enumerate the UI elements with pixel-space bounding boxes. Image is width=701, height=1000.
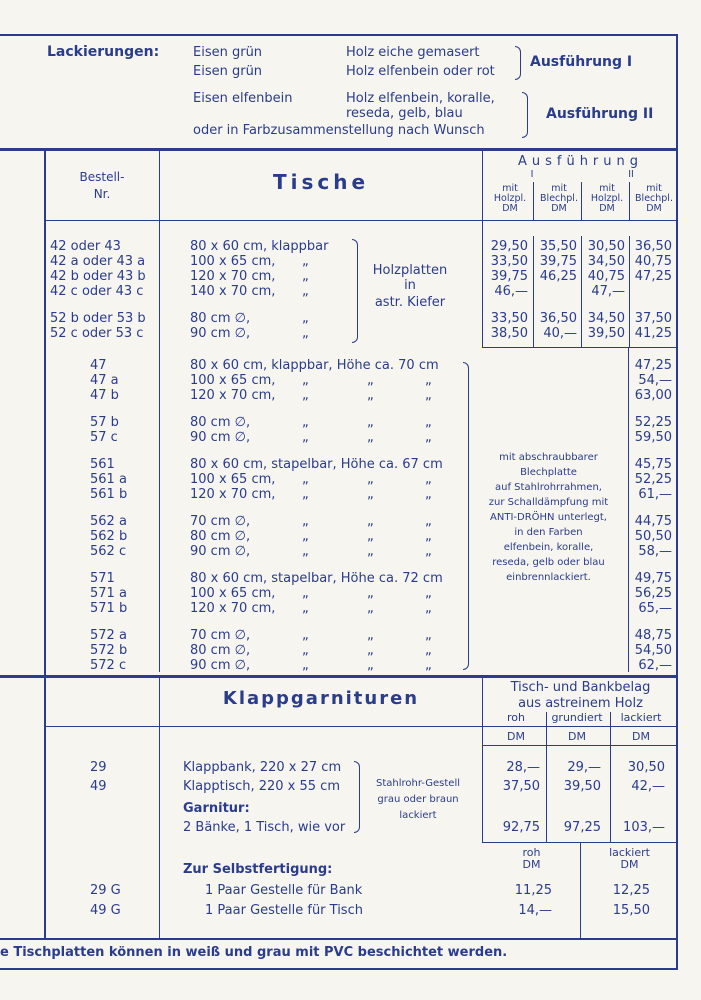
item-size: 120 x 70 cm, [190, 269, 276, 284]
ditto-mark: „ [367, 415, 374, 430]
ditto-mark: „ [367, 472, 374, 487]
selbst-label: Zur Selbstfertigung: [183, 862, 333, 877]
nr-label: Nr. [93, 187, 111, 201]
price-cell: 49,75 [634, 571, 672, 586]
price-cell: 14,— [518, 903, 552, 918]
item-text: 1 Paar Gestelle für Tisch [205, 903, 363, 918]
price-cell: 12,25 [612, 883, 650, 898]
dm-label: DM [632, 730, 650, 743]
ditto-mark: „ [302, 472, 309, 487]
ditto-mark: „ [425, 544, 432, 559]
item-size: 70 cm ∅, [190, 514, 251, 529]
item-number: 52 b oder 53 b [50, 311, 146, 326]
price-box-bottom [482, 347, 678, 348]
item-number: 572 a [90, 628, 127, 643]
footer-note: e Tischplatten können in weiß und grau mit PVC beschichtet werden. [0, 945, 508, 960]
price-cell: 11,25 [514, 883, 552, 898]
blech-note-line: Blechplatte [520, 467, 577, 478]
price-cell: 62,— [638, 658, 672, 673]
right-frame [676, 34, 678, 970]
blech-note-line: zur Schalldämpfung mit [488, 497, 609, 508]
price-cell: 39,50 [587, 326, 625, 341]
item-size: 100 x 65 cm, [190, 254, 276, 269]
price-cell: 40,75 [634, 254, 672, 269]
item-size: 100 x 65 cm, [190, 373, 276, 388]
item-number: 47 a [90, 373, 119, 388]
lack-metal-2: Eisen grün [193, 64, 263, 79]
belag-sub-head: grundiert [551, 711, 603, 724]
price-area-line [482, 150, 483, 348]
garnitur-label: Garnitur: [183, 801, 250, 816]
dm-label: DM [620, 858, 639, 871]
footer-rule-bottom [0, 968, 678, 970]
item-size: 120 x 70 cm, [190, 388, 276, 403]
section-rule-2 [0, 675, 678, 678]
price-col-head-l2: Blechpl. [635, 193, 673, 204]
section-rule-1 [0, 148, 678, 151]
footer-rule-top [0, 938, 678, 940]
ausf-ii-label: II [628, 169, 634, 180]
price-cell: 44,75 [634, 514, 672, 529]
ditto-mark: „ [367, 514, 374, 529]
price-cell: 65,— [638, 601, 672, 616]
item-size: 90 cm ∅, [190, 658, 251, 673]
item-number: 42 oder 43 [50, 239, 121, 254]
item-number: 562 b [90, 529, 128, 544]
klapp-desc-line [159, 677, 160, 939]
price-col-head-l1: mit [502, 183, 518, 194]
item-size: 70 cm ∅, [190, 628, 251, 643]
ditto-mark: „ [425, 643, 432, 658]
item-number: 49 [90, 779, 107, 794]
item-size: 90 cm ∅, [190, 326, 251, 341]
brace-ausf2 [522, 92, 528, 138]
ditto-mark: „ [302, 311, 309, 326]
item-size: 80 x 60 cm, klappbar, Höhe ca. 70 cm [190, 358, 439, 373]
belag-sub-head: roh [507, 711, 525, 724]
item-number: 571 [90, 571, 115, 586]
price-cell: 39,50 [563, 779, 601, 794]
dm-label: DM [507, 730, 525, 743]
klapp-title: Klappgarnituren [222, 688, 420, 709]
price-cell: 46,— [494, 284, 528, 299]
selbst-sub-head: roh [522, 846, 541, 859]
ditto-mark: „ [425, 472, 432, 487]
price-cell: 47,25 [634, 269, 672, 284]
item-number: 571 a [90, 586, 127, 601]
price-cell: 92,75 [502, 820, 540, 835]
item-size: 80 cm ∅, [190, 415, 251, 430]
item-number: 47 b [90, 388, 119, 403]
stahl-note-line: Stahlrohr-Gestell [375, 778, 461, 789]
item-number: 47 [90, 358, 107, 373]
price-cell: 35,50 [539, 239, 577, 254]
price-col-head-l2: Blechpl. [540, 193, 578, 204]
item-number: 29 G [90, 883, 121, 898]
price-cell: 63,00 [634, 388, 672, 403]
brace-ausf1 [515, 46, 521, 80]
ditto-mark: „ [302, 430, 309, 445]
blech-note-line: mit abschraubbarer [499, 452, 598, 463]
item-size: 100 x 65 cm, [190, 472, 276, 487]
ditto-mark: „ [425, 586, 432, 601]
item-number: 29 [90, 760, 107, 775]
price-col-head-l1: mit [551, 183, 567, 194]
price-col-divider [581, 182, 582, 220]
item-number: 42 c oder 43 c [50, 284, 144, 299]
blech-note-line: reseda, gelb oder blau [492, 557, 605, 568]
price-cell: 39,75 [490, 269, 528, 284]
item-size: 120 x 70 cm, [190, 487, 276, 502]
price-col-head-l3: DM [551, 203, 567, 214]
price-cell: 46,25 [539, 269, 577, 284]
ausf-i-label: I [530, 169, 534, 180]
item-size: 80 x 60 cm, klappbar [190, 239, 329, 254]
item-size: 120 x 70 cm, [190, 601, 276, 616]
ditto-mark: „ [367, 373, 374, 388]
item-number: 562 c [90, 544, 127, 559]
price-cell: 28,— [506, 760, 540, 775]
ditto-mark: „ [425, 430, 432, 445]
ditto-mark: „ [302, 628, 309, 643]
stahl-note-line: lackiert [399, 810, 437, 821]
ditto-mark: „ [425, 514, 432, 529]
price-cell: 36,50 [539, 311, 577, 326]
price-cell: 48,75 [634, 628, 672, 643]
ausfuehrung-2-label: Ausführung II [546, 106, 654, 122]
lack-wood-2: Holz elfenbein oder rot [346, 64, 495, 79]
stahl-note-line: grau oder braun [377, 794, 459, 805]
item-number: 57 b [90, 415, 119, 430]
price-cell: 54,50 [634, 643, 672, 658]
blech-note-line: in den Farben [514, 527, 583, 538]
price-cell: 34,50 [587, 311, 625, 326]
holz-note-line: in [404, 278, 416, 293]
price-cell: 41,25 [634, 326, 672, 341]
ditto-mark: „ [302, 388, 309, 403]
price-cell: 34,50 [587, 254, 625, 269]
price-cell: 56,25 [634, 586, 672, 601]
price-col-head-l1: mit [646, 183, 662, 194]
ditto-mark: „ [367, 586, 374, 601]
belag-line-2: aus astreinem Holz [518, 696, 643, 711]
item-number: 561 [90, 457, 115, 472]
ditto-mark: „ [367, 388, 374, 403]
price-cell: 15,50 [612, 903, 650, 918]
ditto-mark: „ [367, 487, 374, 502]
ditto-mark: „ [425, 658, 432, 673]
ditto-mark: „ [302, 529, 309, 544]
price-cell: 37,50 [634, 311, 672, 326]
brace-blech [463, 362, 469, 670]
price-cell: 29,50 [490, 239, 528, 254]
item-text: 1 Paar Gestelle für Bank [205, 883, 363, 898]
item-size: 140 x 70 cm, [190, 284, 276, 299]
price-col-head-l3: DM [646, 203, 662, 214]
item-size: 80 cm ∅, [190, 643, 251, 658]
ditto-mark: „ [425, 388, 432, 403]
item-size: 80 x 60 cm, stapelbar, Höhe ca. 72 cm [190, 571, 443, 586]
item-size: 90 cm ∅, [190, 544, 251, 559]
ditto-mark: „ [302, 415, 309, 430]
ditto-mark: „ [302, 658, 309, 673]
ditto-mark: „ [425, 628, 432, 643]
price-col-divider [533, 182, 534, 220]
blech-note-line: einbrennlackiert. [506, 572, 591, 583]
item-number: 561 a [90, 472, 127, 487]
item-size: 80 cm ∅, [190, 311, 251, 326]
price-col-divider [581, 236, 582, 347]
price-cell: 39,75 [539, 254, 577, 269]
price-cell: 29,— [567, 760, 601, 775]
ditto-mark: „ [302, 254, 309, 269]
lack-wood-1: Holz eiche gemasert [346, 45, 480, 60]
item-number: 562 a [90, 514, 127, 529]
price-cell: 58,— [638, 544, 672, 559]
price-cell: 40,— [543, 326, 577, 341]
price-cell: 47,25 [634, 358, 672, 373]
ditto-mark: „ [425, 529, 432, 544]
price-col-line [628, 347, 629, 672]
brace-holz [352, 239, 358, 343]
ditto-mark: „ [302, 643, 309, 658]
lack-wood-4: reseda, gelb, blau [346, 106, 463, 121]
price-cell: 37,50 [502, 779, 540, 794]
nr-col-line [44, 150, 46, 938]
ausfuehrung-1-label: Ausführung I [530, 54, 633, 70]
item-size: 80 cm ∅, [190, 529, 251, 544]
price-cell: 36,50 [634, 239, 672, 254]
item-size: 90 cm ∅, [190, 430, 251, 445]
desc-col-line [159, 150, 160, 672]
klapp-header-rule [44, 726, 678, 727]
price-col-head-l2: Holzpl. [493, 193, 527, 204]
ditto-mark: „ [302, 326, 309, 341]
lack-metal-3: Eisen elfenbein [193, 91, 293, 106]
top-rule [0, 34, 678, 36]
ditto-mark: „ [302, 586, 309, 601]
item-size: 100 x 65 cm, [190, 586, 276, 601]
ditto-mark: „ [302, 544, 309, 559]
holz-note-line: astr. Kiefer [374, 295, 446, 310]
item-number: 561 b [90, 487, 128, 502]
ausfuehrung-header: Ausführung [517, 154, 644, 169]
price-col-head-l3: DM [502, 203, 518, 214]
lack-wood-3: Holz elfenbein, koralle, [346, 91, 495, 106]
price-cell: 30,50 [587, 239, 625, 254]
brace-stahl [354, 761, 360, 833]
price-cell: 97,25 [563, 820, 601, 835]
item-number: 571 b [90, 601, 128, 616]
dm-label: DM [522, 858, 541, 871]
tische-title: Tische [272, 170, 370, 194]
price-cell: 52,25 [634, 472, 672, 487]
blech-note-line: elfenbein, koralle, [503, 542, 594, 553]
item-number: 49 G [90, 903, 121, 918]
ditto-mark: „ [302, 284, 309, 299]
ditto-mark: „ [425, 415, 432, 430]
price-cell: 47,— [591, 284, 625, 299]
holz-note-line: Holzplatten [372, 263, 448, 278]
item-number: 57 c [90, 430, 118, 445]
ditto-mark: „ [367, 529, 374, 544]
item-number: 52 c oder 53 c [50, 326, 144, 341]
tische-header-rule [44, 220, 678, 221]
price-col-divider [629, 236, 630, 347]
ditto-mark: „ [302, 269, 309, 284]
ditto-mark: „ [425, 487, 432, 502]
item-number: 42 b oder 43 b [50, 269, 146, 284]
selbst-sub-head: lackiert [609, 846, 650, 859]
klapp-dm-rule [483, 745, 678, 746]
belag-line-1: Tisch- und Bankbelag [510, 680, 651, 695]
price-cell: 33,50 [490, 254, 528, 269]
ditto-mark: „ [302, 373, 309, 388]
lack-combo: oder in Farbzusammenstellung nach Wunsch [193, 123, 485, 138]
price-cell: 59,50 [634, 430, 672, 445]
price-cell: 54,— [638, 373, 672, 388]
price-col-head-l2: Holzpl. [590, 193, 624, 204]
item-size: 80 x 60 cm, stapelbar, Höhe ca. 67 cm [190, 457, 443, 472]
ditto-mark: „ [367, 658, 374, 673]
price-cell: 30,50 [627, 760, 665, 775]
price-cell: 40,75 [587, 269, 625, 284]
price-col-divider [533, 236, 534, 347]
price-cell: 45,75 [634, 457, 672, 472]
blech-note-line: auf Stahlrohrrahmen, [495, 482, 602, 493]
dm-label: DM [568, 730, 586, 743]
item-number: 572 c [90, 658, 127, 673]
ditto-mark: „ [367, 628, 374, 643]
price-cell: 42,— [631, 779, 665, 794]
price-cell: 38,50 [490, 326, 528, 341]
belag-sub-head: lackiert [620, 711, 662, 724]
blech-note-line: ANTI-DRÖHN unterlegt, [490, 512, 607, 523]
bestell-label: Bestell- [79, 170, 125, 184]
ditto-mark: „ [425, 601, 432, 616]
ditto-mark: „ [302, 514, 309, 529]
item-number: 572 b [90, 643, 128, 658]
garnitur-text: 2 Bänke, 1 Tisch, wie vor [183, 820, 346, 835]
price-cell: 103,— [623, 820, 665, 835]
ditto-mark: „ [302, 601, 309, 616]
ditto-mark: „ [367, 643, 374, 658]
price-cell: 33,50 [490, 311, 528, 326]
item-text: Klapptisch, 220 x 55 cm [183, 779, 340, 794]
price-cell: 52,25 [634, 415, 672, 430]
ditto-mark: „ [425, 373, 432, 388]
ditto-mark: „ [302, 487, 309, 502]
price-cell: 61,— [638, 487, 672, 502]
price-col-divider [629, 182, 630, 220]
price-cell: 50,50 [634, 529, 672, 544]
lack-metal-1: Eisen grün [193, 45, 263, 60]
price-col-head-l3: DM [599, 203, 615, 214]
item-number: 42 a oder 43 a [50, 254, 146, 269]
ditto-mark: „ [367, 544, 374, 559]
ditto-mark: „ [367, 601, 374, 616]
ditto-mark: „ [367, 430, 374, 445]
item-text: Klappbank, 220 x 27 cm [183, 760, 342, 775]
lackierungen-title: Lackierungen: [47, 44, 160, 60]
price-col-head-l1: mit [599, 183, 615, 194]
